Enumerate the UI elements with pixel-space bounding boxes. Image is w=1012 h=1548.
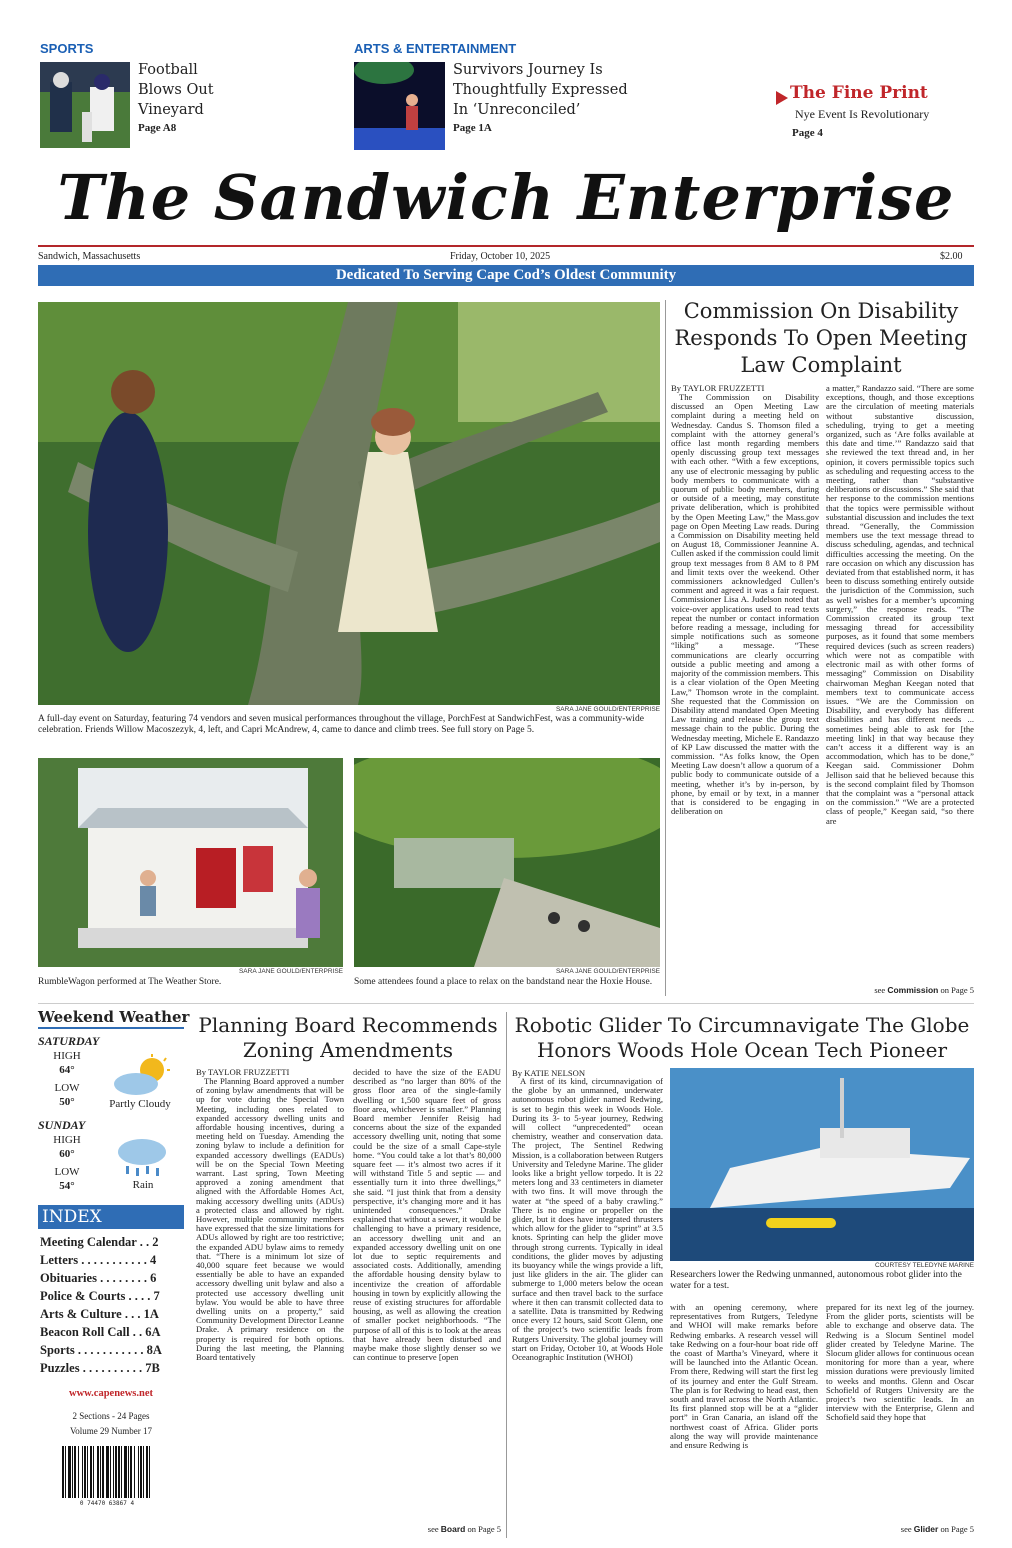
planning-body-col1: The Planning Board approved a number of zoning bylaw amendments that will be up for vote during the Special Town Meeting, including ones related to expanded accessory dwelling units and affordable housing incentives, during a meeting held on Tuesday. Amending the zoning bylaw to include a definition for expanded accessory dwellings (EADUs) will be on the Special Town Meeting warrant. Last spring, Town Meeting approved a zoning amendment that aligned with the Affordable Homes Act, making accessory dwelling units (ADUs) a protected class and allowed by right. However, multiple community members have expressed that the size limitations for ADUs allowed by right are too restrictive; the expanded ADU bylaw aims to remedy that. “There is a minimum lot size of 40,000 square feet because we would essentially be able to have an expanded accessory dwelling unit bylaw and also a protected use accessory dwelling unit bylaw. You would be able to have three dwelling units on a property,” said Community Development Director Leanne Drake. A primary residence on the property is required for both options. During the last meeting, the Planning Board tentatively — [196, 1077, 344, 1363]
planning-body-col2: decided to have the size of the EADU described as “no larger than 80% of the gross floor area of the single-family dwelling or 1,500 square feet of gross floor area, whichever is smaller.” Planning Board member Jennifer Reisig had concerns about the size of the expanded accessory dwelling unit, noting that some could be the size of a small Cape-style home. “You could take a lot that’s 80,000 square feet — it’s almost two acres if it will withstand Title 5 and septic — and essentially turn it into three dwellings,” she said. “I just think that from a density perspective, it’s changing more and it has unintended consequences.” Drake explained that without a sewer, it would be challenging to have a primary residence, an accessory dwelling unit and an expanded accessory dwelling unit on one lot due to septic requirements and associated costs. Additionally, amending the affordable housing density bylaw to incentivize the creation of affordable housing in town by explicitly allowing the reuse of existing structures for affordable housing, as well as allowing the creation of smaller pocket neighborhoods. “The purpose of all of this is to look at the areas that have already been disturbed and maybe make those slightly denser so we can continue to preserve [open — [353, 1068, 501, 1363]
index-item[interactable]: Letters . . . . . . . . . . . 4 — [40, 1253, 157, 1267]
photo-bandstand[interactable] — [354, 758, 660, 967]
planning-headline[interactable]: Planning Board Recommends Zoning Amendments — [198, 1013, 498, 1062]
dateline-price: $2.00 — [940, 251, 963, 262]
glider-photo[interactable] — [670, 1068, 974, 1261]
commission-jump[interactable] — [826, 985, 974, 995]
sports-teaser-photo[interactable] — [40, 62, 130, 148]
masthead-title: The Sandwich Enterprise — [57, 161, 955, 234]
sports-teaser-page: Page A8 — [138, 122, 177, 134]
masthead-rule — [38, 245, 974, 247]
arts-section-label: ARTS & ENTERTAINMENT — [354, 41, 517, 56]
commission-body-col1: The Commission on Disability discussed an Open Meeting Law complaint during a meeting held on Wednesday. Candus S. Thomson filed a complaint with the attorney general’s office last month regarding members openly discussing group text messages with each other. “With a few exceptions, any use of electronic messaging by public body members to communicate with a quorum of public body members, during or outside of a meeting, may constitute private deliberation, which is prohibited by the Open Meeting Law,” the Mass.gov page on Open Meeting Law reads. During a Commission on Disability meeting held on August 18, Commissioner Jeannine A. Cullen asked if the commission could limit group text messages from 8 AM to 8 PM and limit texts over the weekend. Other commissioners acknowledged Cullen’s comment and agreed it was a fair request. Commissioner Lisa A. Judelson noted that voice-over applications used to read texts repeat the number or contact information before reading a message, including for simple notifications such as someone “liking” a message. “These communications are clearly occurring outside a public meeting and among a majority of the commission members. This is a clear violation of the Open Meeting Law,” Thomson wrote in the complaint. She requested that the Commission on Disability attend mandated Open Meeting Law training and release the group text message chain to the public. During the Wednesday meeting, Michele E. Randazzo of KP Law discussed the matter with the commission. “As folks know, the Open Meeting Law doesn’t allow a quorum of a public body to communicate outside of a meeting, whether it’s by in-person, by phone, by email or by text, in a manner that is considered to be engaging in deliberation on — [671, 393, 819, 817]
jump-page: on Page 5 — [467, 1524, 501, 1534]
glider-jump[interactable] — [826, 1524, 974, 1534]
commission-byline: By TAYLOR FRUZZETTI — [671, 383, 765, 393]
jump-page: on Page 5 — [940, 985, 974, 995]
index-list — [40, 1233, 185, 1377]
jump-see: see — [427, 1524, 439, 1534]
weather-sun-high-label: HIGH — [53, 1134, 81, 1146]
weather-sat-high: 64° — [59, 1064, 75, 1076]
arts-teaser-page: Page 1A — [453, 122, 492, 134]
jump-word: Commission — [887, 985, 939, 995]
main-photo-tree[interactable] — [38, 302, 660, 705]
weather-title: Weekend Weather — [38, 1008, 190, 1026]
sports-teaser-line: Blows Out — [138, 82, 214, 98]
column-divider — [506, 1012, 507, 1538]
weather-sat-high-label: HIGH — [53, 1050, 81, 1062]
partly-cloudy-icon — [112, 1054, 172, 1102]
motto-banner: Dedicated To Serving Cape Cod’s Oldest Community — [38, 265, 974, 286]
glider-photo-credit: COURTESY TELEDYNE MARINE — [875, 1262, 974, 1269]
photo-right-caption: Some attendees found a place to relax on the bandstand near the Hoxie House. — [354, 977, 653, 987]
arts-teaser-line: Thoughtfully Expressed — [453, 82, 628, 98]
planning-jump[interactable] — [353, 1524, 501, 1534]
weather-sat-low-label: LOW — [54, 1082, 80, 1094]
arts-teaser-line: In ‘Unreconciled’ — [453, 102, 581, 118]
jump-see: see — [900, 1524, 912, 1534]
fine-print-page: Page 4 — [792, 127, 823, 139]
jump-page: on Page 5 — [940, 1524, 974, 1534]
photo-right-credit: SARA JANE GOULD/ENTERPRISE — [555, 968, 660, 975]
sports-section-label: SPORTS — [40, 41, 94, 56]
main-photo-caption: A full-day event on Saturday, featuring 74 vendors and seven musical performances throughout the village, PorchFest at SandwichFest, was a community-wide celebration. Friends Willow Macoszezyk, 4, left, and Capri McAndrew, 4, came to dance and climb trees. See full story on Page 5. — [38, 714, 644, 735]
jump-see: see — [874, 985, 886, 995]
glider-headline[interactable]: Robotic Glider To Circumnavigate The Globe Honors Woods Hole Ocean Tech Pioneer — [514, 1013, 970, 1062]
index-item[interactable]: Beacon Roll Call . . 6A — [40, 1325, 161, 1339]
weather-sun-low: 54° — [59, 1180, 75, 1192]
photo-weather-store[interactable] — [38, 758, 343, 967]
sports-teaser-line: Vineyard — [138, 102, 204, 118]
index-title: INDEX — [38, 1205, 184, 1229]
fine-print-subtitle: Nye Event Is Revolutionary — [795, 107, 930, 121]
index-item[interactable]: Puzzles . . . . . . . . . . 7B — [40, 1361, 160, 1375]
sports-teaser-headline[interactable] — [138, 60, 214, 120]
main-photo-credit: SARA JANE GOULD/ENTERPRISE — [555, 706, 660, 713]
glider-body-col3: prepared for its next leg of the journey. From the glider ports, scientists will be able to exchange and observe data. The Redwing is a Slocum Sentinel model glider created by Teledyne Marine. The Slocum glider allows for continuous ocean monitoring for more than a year, where mission durations were previously limited to weeks and months. Glenn and Oscar Schofield of Rutgers University are the project’s two scientific leads. In an interview with the Enterprise, Glenn and Schofield said they hope that — [826, 1303, 974, 1423]
glider-body-col2: with an opening ceremony, where representatives from Rutgers, Teledyne and WHOI will make remarks before Redwing embarks. A research vessel will take Redwing on a four-hour boat ride off the coast of Martha’s Vineyard, where it will be launched into the Atlantic Ocean. From there, Redwing will start the first leg of its journey and enter the Gulf Stream. The plan is for Redwing to head east, then south and travel across the North Atlantic. Its first planned stop will be at a “glider port” in Gran Canaria, an island off the northwest coast of Africa. Glider ports along the way will provide maintenance and ensure Redwing is — [670, 1303, 818, 1451]
glider-body-col1: A first of its kind, circumnavigation of the globe by an unmanned, underwater autonomous robot glider named Redwing, is set to begin this week in Woods Hole. During its 3- to 5-year journey, Redwing will collect “unprecedented” ocean chemistry, weather and conservation data. The project, The Sentinel Redwing Mission, is a collaboration between Rutgers University and Teledyne Marine. The glider looks like a bright yellow torpedo. It is 22 meters long and 33 centimeters in diameter with two fins. It will move through the water at “the speed of a baby crawling.” There is no engine or propeller on the glider, but it does have integrated thrusters which allow for the glider to “sprint” at 3.5 knots. Sprinting can help the glider move through strong currents. Typically in ideal conditions, the glider moves by adjusting its buoyancy while the wings provide a lift, just like gliders in the air. The glider can submerge to 1,000 meters below the ocean surface and then travel back to the surface where it then can transmit collected data to a satellite. Data is transmitted by Redwing once every 12 hours, said Scott Glenn, one of the project’s two scientific leads from Rutgers University. The global journey will start on Friday, October 10, at Woods Hole Oceanographic Institution (WHOI) — [512, 1077, 663, 1363]
rain-icon — [114, 1136, 170, 1184]
index-item[interactable]: Sports . . . . . . . . . . . 8A — [40, 1343, 162, 1357]
jump-word: Board — [440, 1524, 466, 1534]
sports-teaser-line: Football — [138, 62, 198, 78]
index-item[interactable]: Arts & Culture . . . 1A — [40, 1307, 159, 1321]
commission-body-col2: a matter,” Randazzo said. “There are some exceptions, though, and those exceptions are the circulation of meeting materials without substantive discussion, scheduling, trying to get a meeting organized, such as ‘Are folks available at this date and time.’” Randazzo said that she reviewed the text thread and, in her opinion, it covers permissible topics such as scheduling and requesting access to the meeting, rather than “substantive deliberations or discussions.” She said that her response to the commission mentions that the topics were permissible without substantial discussion and includes the text thread. “Generally, the Commission members use the text message thread to discuss scheduling, agendas, and technical difficulties accessing the meeting. On the rare occasion on which any discussion has deviated from that established norm, it has been to discuss something entirely outside the jurisdiction of the Commission, such as well wishes for a member’s upcoming surgery,” the response reads. “The Commission created its group text messaging thread for accessibility purposes, as it found that some members required devices (such as screen readers) which were not as compatible with electronic mail as with other forms of messaging” Commission on Disability chairwoman Meghan Keegan noted that members text to communicate access issues. “We are the Commission on Disability, and everybody has different disabilities and has different needs ... sometimes being able to ask for [the meeting link] in that way because they can’t access it a different way is an accommodation, which has to be done,” Keegan said. Commissioner Dohm Jellison said that he believed because this is the second complaint filed by Thomson that the complaint was a “personal attack on the commission.” “We are a protected class of people,” Keegan said, “so there are — [826, 384, 974, 826]
glider-photo-caption: Researchers lower the Redwing unmanned, autonomous robot glider into the water for a test. — [670, 1270, 962, 1291]
photo-left-credit: SARA JANE GOULD/ENTERPRISE — [238, 968, 343, 975]
arts-teaser-photo[interactable] — [354, 62, 445, 150]
play-arrow-icon — [776, 90, 788, 109]
weather-sunday-label: SUNDAY — [38, 1118, 86, 1132]
weather-sun-low-label: LOW — [54, 1166, 80, 1178]
barcode-icon — [60, 1444, 154, 1504]
jump-word: Glider — [913, 1524, 939, 1534]
weather-sun-condition: Rain — [132, 1179, 154, 1191]
photo-left-caption: RumbleWagon performed at The Weather Store. — [38, 977, 222, 987]
sections-count: 2 Sections - 24 Pages — [72, 1411, 150, 1421]
index-item[interactable]: Obituaries . . . . . . . . 6 — [40, 1271, 157, 1285]
website-link[interactable]: www.capenews.net — [69, 1388, 153, 1399]
weather-saturday-label: SATURDAY — [38, 1034, 100, 1048]
barcode-digits: 0 74470 63867 4 — [79, 1500, 135, 1507]
dateline-date: Friday, October 10, 2025 — [450, 251, 551, 262]
arts-teaser-line: Survivors Journey Is — [453, 62, 603, 78]
section-rule — [38, 1003, 974, 1004]
weather-rule — [38, 1027, 184, 1029]
index-item[interactable]: Meeting Calendar . . 2 — [40, 1235, 159, 1249]
planning-byline: By TAYLOR FRUZZETTI — [196, 1067, 290, 1077]
fine-print-title[interactable]: The Fine Print — [790, 83, 928, 103]
dateline-location: Sandwich, Massachusetts — [38, 251, 141, 262]
commission-headline[interactable]: Commission On Disability Responds To Open Meeting Law Complaint — [674, 299, 968, 377]
weather-sat-low: 50° — [59, 1096, 75, 1108]
glider-byline: By KATIE NELSON — [512, 1068, 586, 1078]
arts-teaser-headline[interactable] — [453, 60, 628, 120]
weather-sun-high: 60° — [59, 1148, 75, 1160]
volume-number: Volume 29 Number 17 — [69, 1426, 153, 1436]
weather-sat-condition: Partly Cloudy — [109, 1098, 171, 1110]
column-divider — [665, 300, 666, 996]
index-item[interactable]: Police & Courts . . . . 7 — [40, 1289, 160, 1303]
